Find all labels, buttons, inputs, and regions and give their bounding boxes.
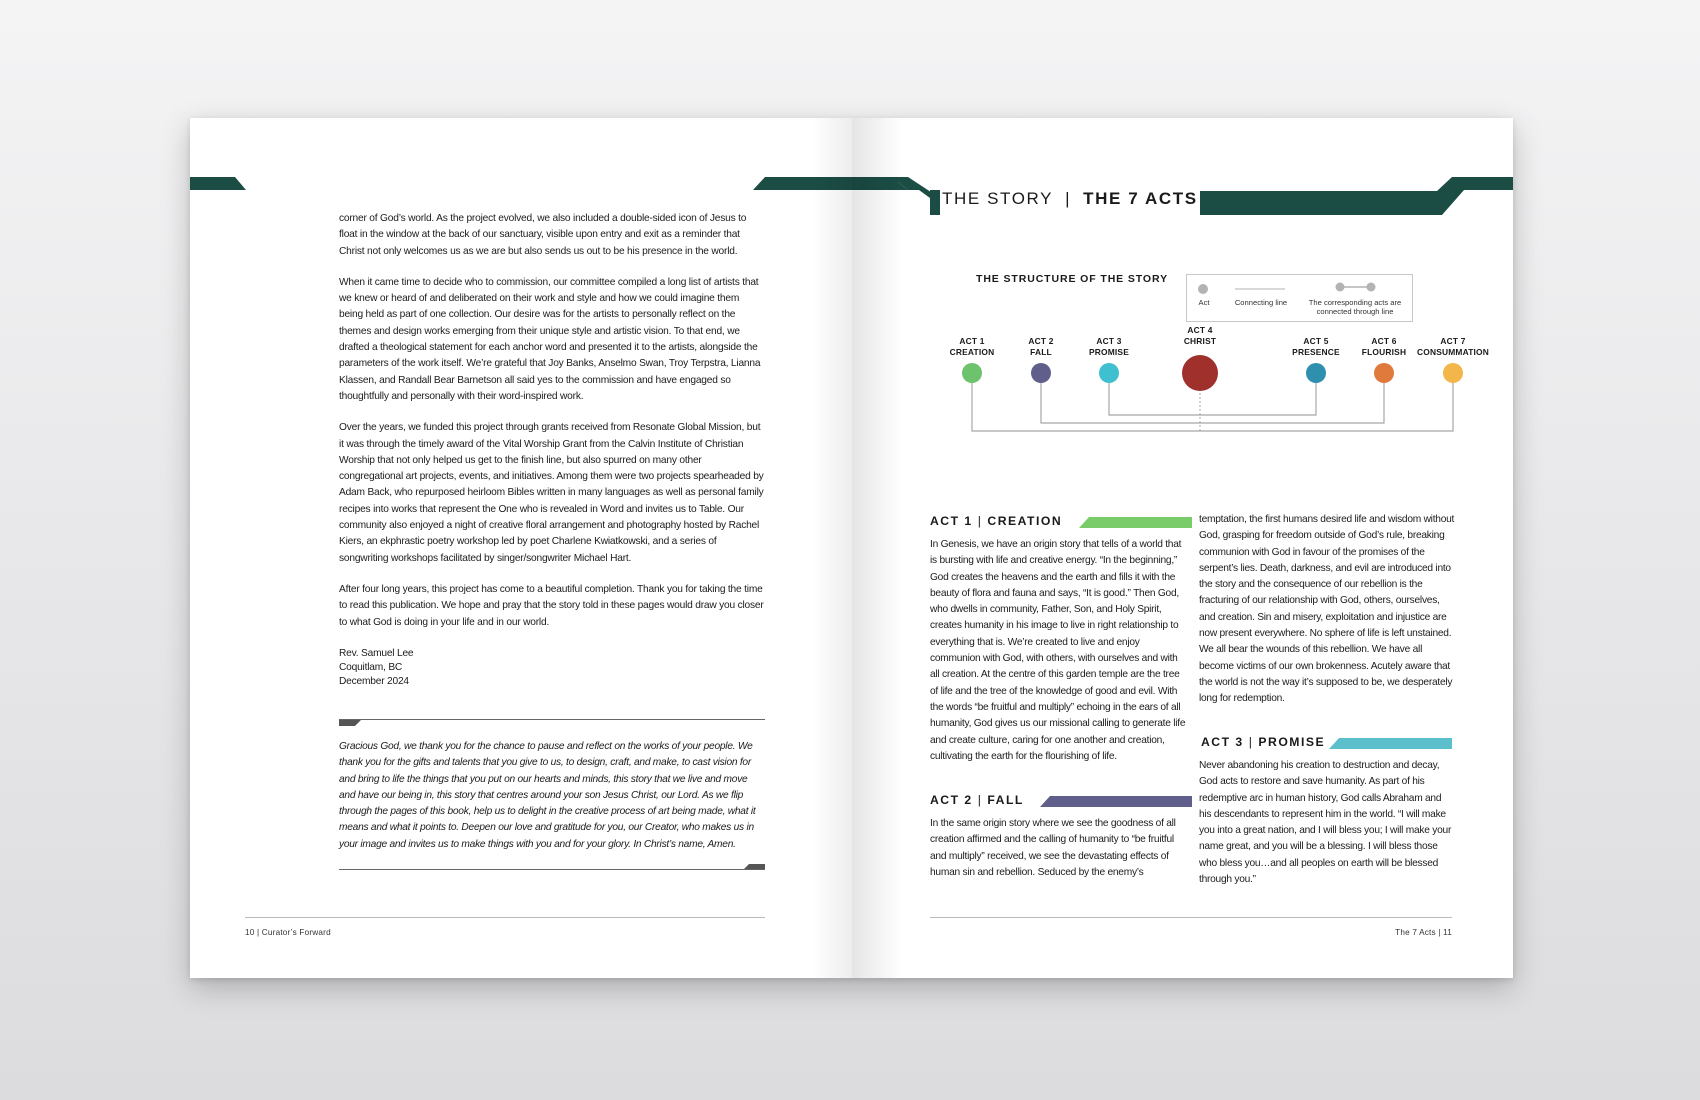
act-label-4: ACT 4 CHRIST bbox=[1183, 325, 1217, 346]
divider bbox=[339, 869, 765, 870]
signature-date: December 2024 bbox=[339, 676, 409, 688]
page-footer-right: The 7 Acts | 11 bbox=[1395, 928, 1452, 937]
curator-forward-text bbox=[339, 211, 765, 690]
header-title-separator: | bbox=[1065, 189, 1072, 208]
seven-acts-diagram bbox=[852, 323, 1513, 443]
act-2-dot-icon bbox=[1031, 363, 1051, 383]
section-bar-act-1 bbox=[1079, 517, 1192, 528]
header-title-part1: THE STORY bbox=[942, 189, 1054, 208]
divider-tab-icon bbox=[339, 720, 361, 726]
paragraph: After four long years, this project has come to a beautiful completion. Thank you for taking the time to read this publication. We hope and pray that the story told in these pages would draw you closer to what God is doing in your life and in our world. bbox=[339, 583, 764, 628]
diagram-legend bbox=[1186, 274, 1413, 322]
left-page bbox=[190, 118, 852, 978]
section-bar-act-3 bbox=[1329, 738, 1452, 749]
signature bbox=[339, 647, 765, 690]
signature-name: Rev. Samuel Lee bbox=[339, 647, 414, 659]
legend-act-label: Act bbox=[1198, 298, 1210, 307]
act-3-dot-icon bbox=[1099, 363, 1119, 383]
prayer-box bbox=[339, 719, 765, 869]
act-label-7: ACT 7 CONSUMMATION bbox=[1416, 336, 1490, 357]
act-label-3: ACT 3 PROMISE bbox=[1088, 336, 1130, 357]
section-bar-act-2 bbox=[1040, 796, 1192, 807]
act-label-1: ACT 1 CREATION bbox=[949, 336, 995, 357]
act-7-dot-icon bbox=[1443, 363, 1463, 383]
acts-connection-lines bbox=[852, 323, 1513, 443]
act-label-5: ACT 5 PRESENCE bbox=[1292, 336, 1340, 357]
legend-connected-dot-icon bbox=[1336, 283, 1345, 292]
act-label-2: ACT 2 FALL bbox=[1028, 336, 1054, 357]
section-text-act-2-continued: temptation, the first humans desired life and wisdom without God, grasping for freedom outside of God’s rule, breaking communion with God in favour of the promises of the serpent’s lies. Death, darkness, and evil are introduced into the story and the consequence of our rebellion is the fracturing of our relationship with God, others, ourselves, and creation. Sin and misery, exploitation and injustice are now present everywhere. No sphere of life is left unstained. We all bear the wounds of this rebellion. We have all become victims of our own brokenness. Acutely aware that the world is not the way it’s supposed to be, we desperately long for redemption. bbox=[1199, 514, 1455, 705]
header-band-left bbox=[190, 118, 852, 198]
legend-connecting-line-label: Connecting line bbox=[1234, 298, 1288, 307]
footer-rule bbox=[245, 917, 765, 918]
section-text-act-2: In the same origin story where we see the goodness of all creation affirmed and the calling of humanity to “be fruitful and multiply” received, we see the devastating effects of human sin and rebellion. Seduced by the enemy’s bbox=[930, 818, 1176, 878]
paragraph: When it came time to decide who to commission, our committee compiled a long list of artists that we knew or heard of and deliberated on their work and style and how we could imagine them being held as part of one collection. Our desire was for the artists to personally reflect on the themes and design works emerging from their unique style and artistic vision. To that end, we drafted a theological statement for each anchor word and presented it to the artists, alongside the parameters of the work itself. We’re grateful that Joy Banks, Anselmo Swan, Troy Terpstra, Lianna Klassen, and Randall Bear Barnetson all said yes to the commission and have engaged so thoughtfully and personally with their word-inspired work. bbox=[339, 276, 761, 402]
section-heading-act-1: ACT 1 | CREATION bbox=[930, 514, 1063, 528]
section-text-act-1: In Genesis, we have an origin story that tells of a world that is bursting with life and creative energy. “In the beginning,” God creates the heavens and the earth and fills it with the beauty of flora and fauna and says, “It is good.” Then God, who dwells in community, Father, Son, and Holy Spirit, creates humanity in his image to live in right relationship to everything that is. We’re created to live and enjoy communion with God, with others, with ourselves and with all creation. At the centre of this garden temple are the tree of life and the tree of the knowledge of good and evil. With the words “be fruitful and multiply” echoing in the ears of all humanity, God gives us our missional calling to generate life and create culture, caring for one another and creation, cultivating the earth for the flourishing of life. bbox=[930, 539, 1186, 762]
footer-rule bbox=[930, 917, 1452, 918]
signature-place: Coquitlam, BC bbox=[339, 662, 403, 674]
section-text-act-3: Never abandoning his creation to destruction and decay, God acts to restore and save humanity. As part of his redemptive arc in human history, God calls Abraham and his descendants to represent him in the world. “I will make you into a great nation, and I will bless you; I will make your name great, and you will be a blessing. I will bless those who bless you…and all peoples on earth will be blessed through you.” bbox=[1199, 760, 1452, 886]
legend-connected-dot-icon bbox=[1367, 283, 1376, 292]
divider bbox=[339, 719, 765, 720]
paragraph: corner of God’s world. As the project evolved, we also included a double-sided icon of Jesus to float in the window at the back of our sanctuary, visible upon entry and exit as a reminder that Christ not only welcomes us as we are but also sends us out to be his presence in the world. bbox=[339, 213, 747, 257]
act-label-6: ACT 6 FLOURISH bbox=[1361, 336, 1407, 357]
section-heading-act-2: ACT 2 | FALL bbox=[930, 793, 1024, 807]
legend-corresponding-label: The corresponding acts are connected through line bbox=[1308, 298, 1402, 316]
right-page bbox=[852, 118, 1513, 978]
header-title-part2: THE 7 ACTS bbox=[1083, 189, 1198, 208]
prayer-text: Gracious God, we thank you for the chance to pause and reflect on the works of your people. We thank you for the gifts and talents that you give to us, to design, craft, and make, to cast vision for and bring to life the things that you put on our hearts and minds, this story that we live and move and have our being in, this story that centres around your son Jesus Christ, our Lord. As we flip through the pages of this book, help us to delight in the creative process of art being made, what it means and what it points to. Deepen our love and gratitude for you, our Creator, who makes us in your image and invites us to make things with you and for your glory. In Christ’s name, Amen. bbox=[339, 741, 756, 850]
book-spread bbox=[190, 118, 1513, 978]
act-5-dot-icon bbox=[1306, 363, 1326, 383]
act-4-dot-icon bbox=[1182, 355, 1218, 391]
section-heading-act-3: ACT 3 | PROMISE bbox=[1201, 735, 1326, 749]
page-header-title bbox=[942, 189, 1198, 215]
act-1-dot-icon bbox=[962, 363, 982, 383]
page-footer-left: 10 | Curator’s Forward bbox=[245, 928, 331, 937]
legend-act-dot-icon bbox=[1198, 284, 1208, 294]
structure-label: THE STRUCTURE OF THE STORY bbox=[976, 273, 1168, 285]
paragraph: Over the years, we funded this project through grants received from Resonate Global Mission, but it was through the timely award of the Vital Worship Grant from the Calvin Institute of Christian Worship that not only helped us get to the finish line, but also spurred on many other congregational art projects, events, and initiatives. Among them were two projects spearheaded by Adam Back, who repurposed heirloom Bibles written in many languages as well as personal family recipes into works that represent the One who is revealed in Word and invites us to Table. Our community also enjoyed a night of creative floral arrangement and photography hosted by Rachel Kiers, an ekphrastic poetry workshop led by poet Charlene Kwiatkowski, and a series of songwriting workshops facilitated by singer/songwriter Michael Hart. bbox=[339, 422, 764, 564]
act-6-dot-icon bbox=[1374, 363, 1394, 383]
